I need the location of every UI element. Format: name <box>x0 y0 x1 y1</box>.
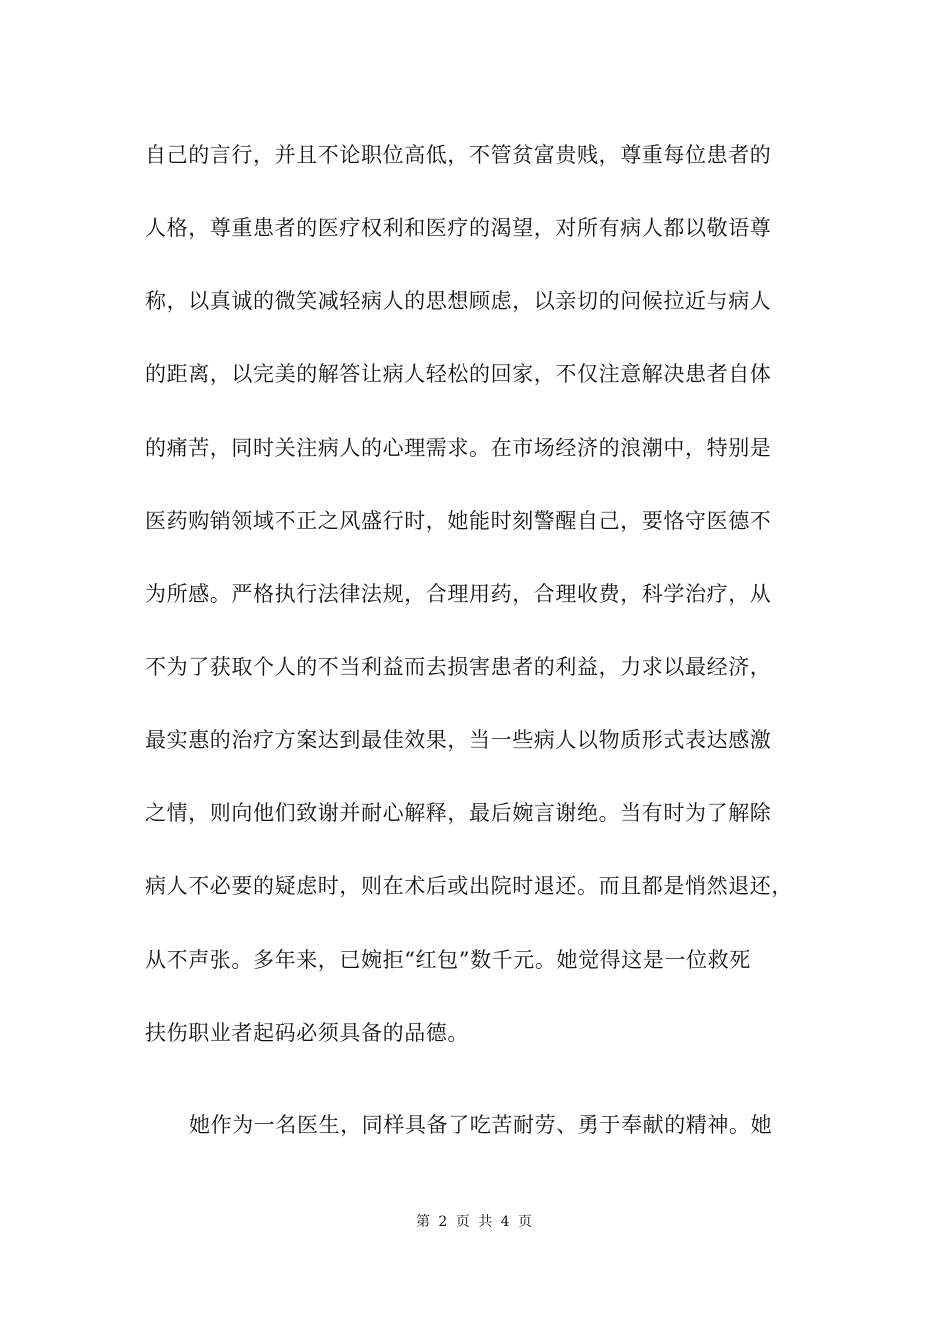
paragraph-1-line: 从不声张。多年来，已婉拒“红包”数千元。她觉得这是一位救死 <box>145 948 751 972</box>
paragraph-2-line: 她作为一名医生，同样具备了吃苦耐劳、勇于奉献的精神。她 <box>189 1113 773 1137</box>
paragraph-1-line: 的距离，以完美的解答让病人轻松的回家，不仅注意解决患者自体 <box>145 362 772 386</box>
paragraph-1-line: 病人不必要的疑虑时，则在术后或出院时退还。而且都是悄然退还， <box>145 874 793 898</box>
paragraph-1-line: 的痛苦，同时关注病人的心理需求。在市场经济的浪潮中，特别是 <box>145 436 772 460</box>
paragraph-1-line: 最实惠的治疗方案达到最佳效果，当一些病人以物质形式表达感激 <box>145 728 772 752</box>
paragraph-1-line: 称，以真诚的微笑减轻病人的思想顾虑，以亲切的问候拉近与病人 <box>145 289 772 313</box>
paragraph-1-line: 不为了获取个人的不当利益而去损害患者的利益，力求以最经济， <box>145 655 772 679</box>
paragraph-1-line: 之情，则向他们致谢并耐心解释，最后婉言谢绝。当有时为了解除 <box>145 801 772 825</box>
paragraph-1-line: 医药购销领域不正之风盛行时，她能时刻警醒自己，要恪守医德不 <box>145 509 772 533</box>
paragraph-1-line: 人格，尊重患者的医疗权利和医疗的渴望，对所有病人都以敬语尊 <box>145 216 772 240</box>
paragraph-1-line: 自己的言行，并且不论职位高低，不管贫富贵贱，尊重每位患者的 <box>145 143 772 167</box>
paragraph-1-line: 扶伤职业者起码必须具备的品德。 <box>145 1021 469 1045</box>
page-number-footer: 第 2 页 共 4 页 <box>415 1214 535 1230</box>
paragraph-1-line: 为所感。严格执行法律法规，合理用药，合理收费，科学治疗，从 <box>145 582 772 606</box>
